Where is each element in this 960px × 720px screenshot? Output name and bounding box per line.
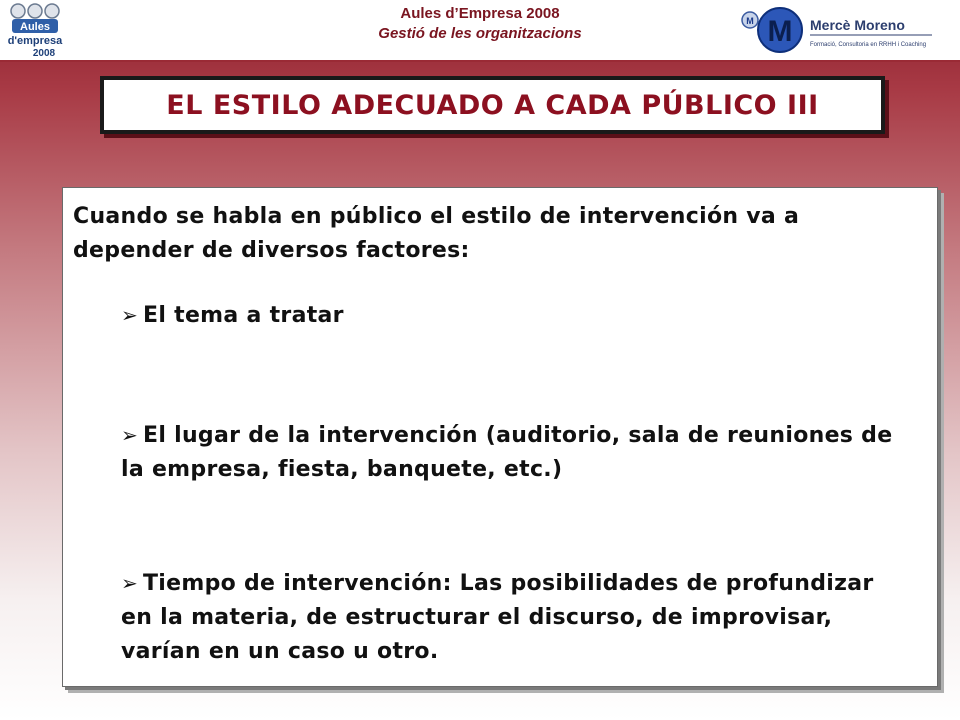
bullet-text: El lugar de la intervención (auditorio, sala de reuniones de la empresa, fiesta, banquete, etc.) bbox=[121, 423, 893, 482]
merce-moreno-logo bbox=[736, 2, 936, 58]
svg-text:M: M bbox=[746, 16, 754, 26]
aules-logo bbox=[4, 2, 66, 58]
slide-title: EL ESTILO ADECUADO A CADA PÚBLICO III bbox=[166, 89, 819, 121]
header-bar bbox=[0, 0, 960, 62]
bullet-item bbox=[121, 298, 911, 333]
header-title bbox=[300, 4, 660, 44]
svg-text:Aules: Aules bbox=[20, 21, 50, 33]
svg-text:d'empresa: d'empresa bbox=[7, 35, 63, 47]
header-line-2: Gestió de les organitzacions bbox=[378, 25, 582, 42]
bullet-arrow-icon: ➢ bbox=[121, 303, 139, 327]
slide-title-box bbox=[100, 76, 885, 134]
bullet-text: El tema a tratar bbox=[143, 303, 344, 328]
svg-text:Mercè Moreno: Mercè Moreno bbox=[810, 17, 905, 33]
svg-text:Formació, Consultoria en RRHH: Formació, Consultoria en RRHH i Coaching bbox=[810, 42, 927, 48]
bullet-text: Tiempo de intervención: Las posibilidades de profundizar en la materia, de estructurar el discurso, de improvisar, varían en un caso u otro. bbox=[121, 571, 874, 664]
bullet-arrow-icon: ➢ bbox=[121, 423, 139, 447]
bullet-item bbox=[121, 418, 911, 487]
svg-text:2008: 2008 bbox=[32, 48, 56, 58]
intro-text: Cuando se habla en público el estilo de intervención va a depender de diversos factores: bbox=[73, 204, 800, 263]
content-box bbox=[62, 187, 938, 687]
header-line-1: Aules d’Empresa 2008 bbox=[400, 5, 560, 22]
bullet-item bbox=[121, 566, 911, 669]
bullet-arrow-icon: ➢ bbox=[121, 571, 139, 595]
svg-text:M: M bbox=[767, 15, 793, 48]
